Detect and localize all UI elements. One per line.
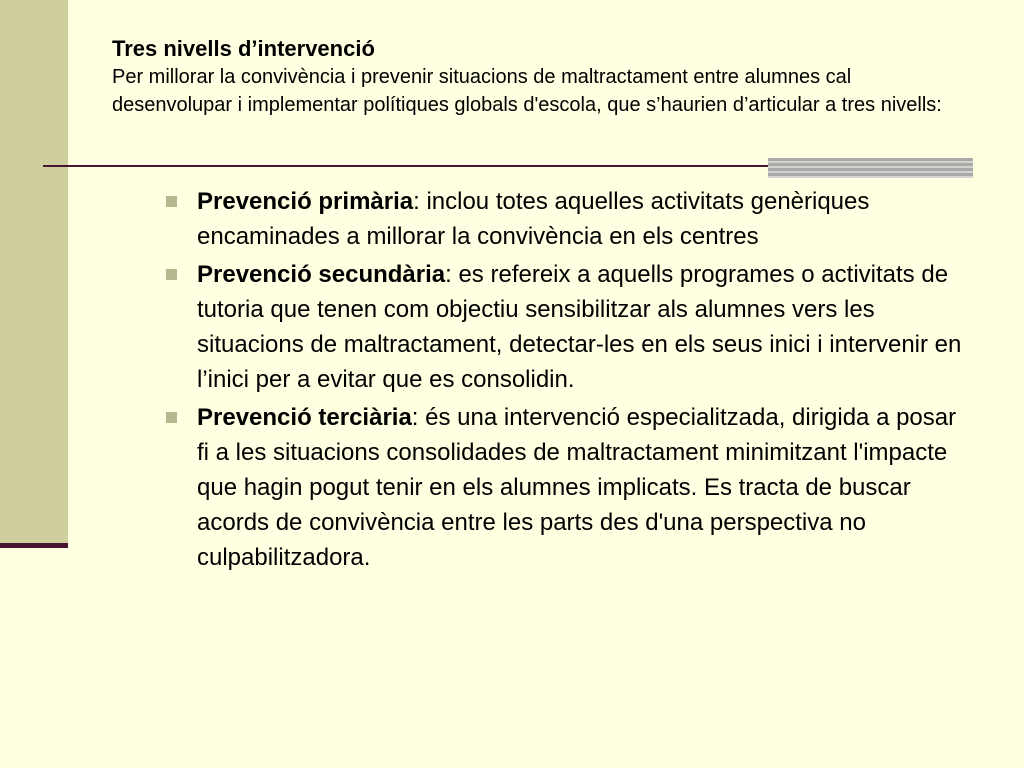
left-decorative-bar bbox=[0, 0, 68, 545]
square-bullet-icon bbox=[166, 196, 177, 207]
bullet-term: Prevenció secundària bbox=[197, 261, 446, 288]
left-bar-underline bbox=[0, 543, 68, 548]
bullet-text: : inclou totes aquelles activitats genèriques encaminades a millorar la convivència en els centres bbox=[197, 188, 870, 250]
bullet-text: : és una intervenció especialitzada, dirigida a posar fi a les situacions consolidades de maltractament minimitzant l'impacte que hagin pogut tenir en els alumnes implicats. Es tracta de buscar acords de convivència entre les parts des d'una perspectiva no culpabilitzadora. bbox=[197, 404, 957, 571]
bullet-item-primary bbox=[165, 184, 965, 254]
slide-title: Tres nivells d’intervenció bbox=[112, 36, 375, 61]
slide-subtitle: Per millorar la convivència i prevenir situacions de maltractament entre alumnes cal desenvolupar i implementar polítiques globals d'escola, que s’haurien d’articular a tres nivells: bbox=[112, 66, 942, 116]
square-bullet-icon bbox=[166, 412, 177, 423]
bullet-list bbox=[165, 184, 965, 578]
bullet-item-secondary bbox=[165, 257, 965, 397]
slide-header bbox=[112, 34, 972, 119]
title-divider bbox=[43, 165, 768, 167]
title-divider-accent bbox=[768, 158, 973, 178]
bullet-term: Prevenció primària bbox=[197, 188, 414, 215]
bullet-item-tertiary bbox=[165, 400, 965, 575]
square-bullet-icon bbox=[166, 269, 177, 280]
bullet-term: Prevenció terciària bbox=[197, 404, 412, 431]
bullet-text: : es refereix a aquells programes o activitats de tutoria que tenen com objectiu sensibilitzar als alumnes vers les situacions de maltractament, detectar-les en els seus inici i intervenir en l’inici per a evitar que es consolidin. bbox=[197, 261, 962, 393]
